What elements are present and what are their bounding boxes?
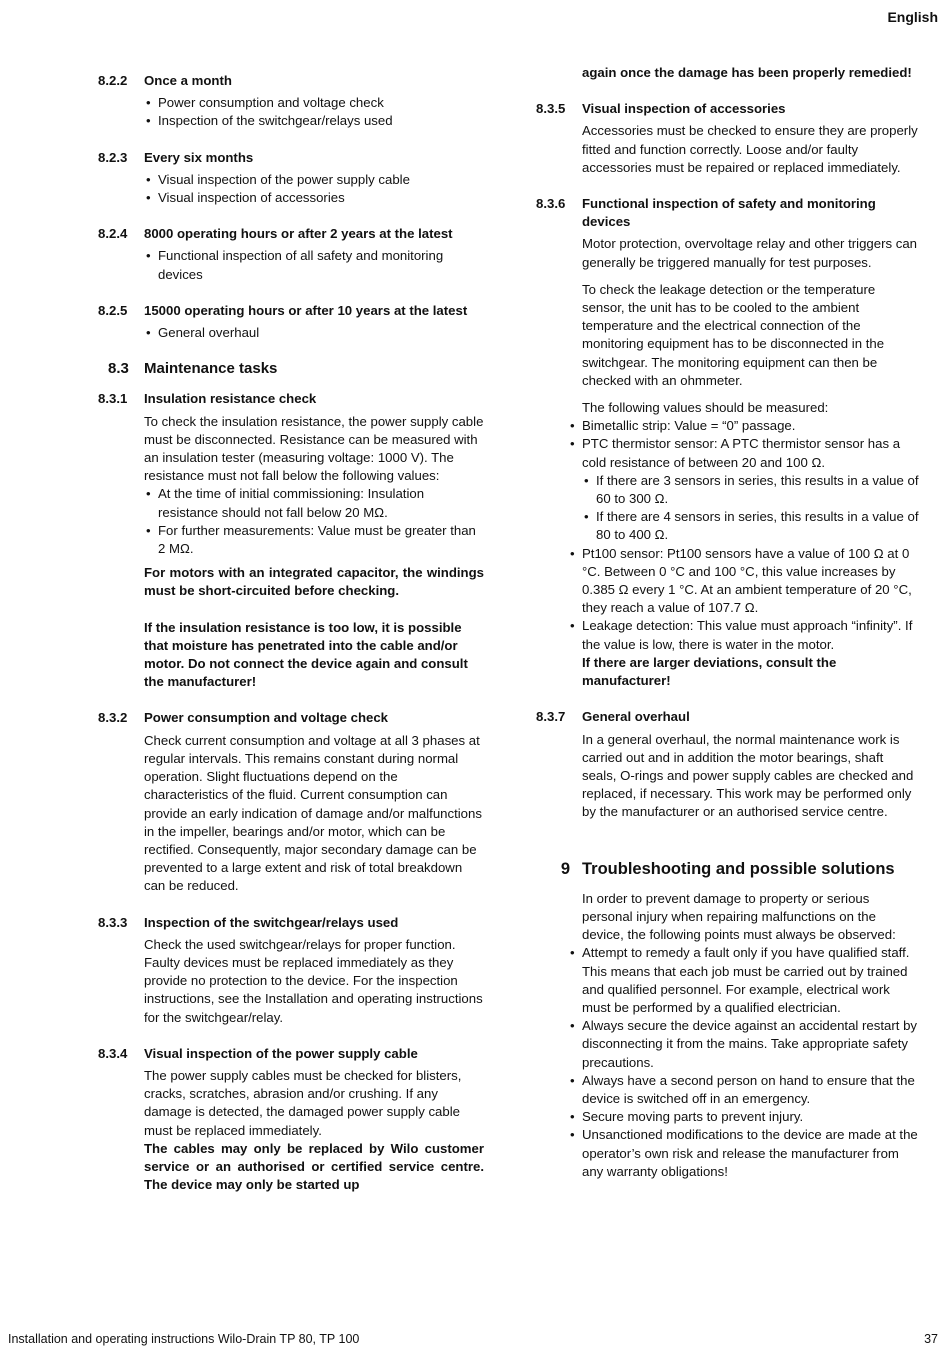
list-item: • Leakage detection: This value must approach “infinity”. If the value is low, there is water in the motor. [568, 617, 920, 653]
list-item [568, 435, 920, 544]
warning-text: If there are larger deviations, consult the manufacturer! [582, 654, 837, 689]
list-item: • Always have a second person on hand to ensure that the device is switched off in an emergency. [568, 1072, 920, 1108]
section-number: 8.3.1 [98, 391, 128, 407]
language-label: English [887, 9, 938, 25]
section-title: 8000 operating hours or after 2 years at the latest [144, 226, 453, 242]
paragraph: In a general overhaul, the normal maintenance work is carried out and in addition the motor bearings, shaft seals, O-rings and power supply cables are checked and replaced, if necessary. This work may be performed only by the manufacturer or an authorised service centre. [582, 731, 914, 820]
section-8-3-5 [536, 100, 920, 177]
section-title: Every six months [144, 149, 254, 165]
section-number: 8.2.4 [98, 226, 128, 242]
section-title: Visual inspection of accessories [582, 101, 786, 117]
warning-text: If the insulation resistance is too low, it is possible that moisture has penetrated into the cable and/or motor. Do not connect the device again and consult the manufacturer! [144, 619, 468, 690]
list-item: • Bimetallic strip: Value = “0” passage. [568, 417, 920, 435]
paragraph: Motor protection, overvoltage relay and other triggers can generally be triggered manually for test purposes. [582, 236, 917, 270]
section-number: 9 [560, 859, 570, 878]
section-number: 8.3.5 [536, 101, 566, 117]
list-item: • At the time of initial commissioning: Insulation resistance should not fall below 20 MΩ. [144, 485, 484, 521]
section-8-3-4 [98, 1045, 484, 1195]
section-number: 8.3.6 [536, 196, 566, 212]
section-8-3-3 [98, 914, 484, 1027]
section-number: 8.3.7 [536, 709, 566, 725]
paragraph: In order to prevent damage to property or serious personal injury when repairing malfunctions on the device, the following points must always be observed: [582, 890, 896, 943]
footer-doc-title: Installation and operating instructions Wilo-Drain TP 80, TP 100 [8, 1332, 360, 1346]
section-title: Insulation resistance check [144, 391, 317, 407]
section-8-2-2 [98, 72, 484, 131]
list-item: • Always secure the device against an accidental restart by disconnecting it from the mains. Take appropriate safety precautions. [568, 1017, 920, 1072]
section-8-3-6 [536, 195, 920, 690]
section-number: 8.2.5 [98, 302, 128, 318]
paragraph: Check the used switchgear/relays for proper function. Faulty devices must be replaced immediately as they provide no protection to the device. For the inspection instructions, see the Installation and operating instructions for the switchgear/relay. [144, 936, 483, 1025]
list-item-text: PTC thermistor sensor: A PTC thermistor sensor has a cold resistance of between 20 and 100 Ω. [582, 436, 901, 470]
paragraph: The power supply cables must be checked for blisters, cracks, scratches, abrasion and/or crushing. If any damage is detected, the damaged power supply cable must be replaced immediately. [144, 1067, 462, 1138]
warning-text: The cables may only be replaced by Wilo customer service or an authorised or certified service centre. The device may only be started up [144, 1140, 484, 1193]
section-8-3-2 [98, 709, 484, 895]
sub-list-item: • If there are 3 sensors in series, this results in a value of 60 to 300 Ω. [582, 472, 920, 508]
section-number: 8.3.2 [98, 710, 128, 726]
list-item: • Visual inspection of accessories [144, 189, 484, 207]
paragraph: To check the insulation resistance, the power supply cable must be disconnected. Resistance can be measured with an insulation tester (measuring voltage: 1000 V). The resistance must not fall below the following values: [144, 413, 484, 484]
section-8-2-5 [98, 302, 484, 342]
list-item: • Inspection of the switchgear/relays used [144, 112, 484, 130]
left-column [98, 72, 484, 1212]
section-title: General overhaul [582, 709, 690, 725]
list-item: • General overhaul [144, 324, 484, 342]
section-8-2-4 [98, 225, 484, 284]
paragraph: Check current consumption and voltage at all 3 phases at regular intervals. This remains constant during normal operation. Slight fluctuations depend on the characteristics of the fluid. Current consumption can provide an early indication of damage and/or malfunctions in the impeller, bearings and/or motor, which can be rectified. Consequently, major secondary damage can be prevented to a large extent and risk of total breakdown can be reduced. [144, 732, 482, 894]
section-8-2-3 [98, 149, 484, 208]
section-number: 8.3.3 [98, 914, 128, 930]
right-column [536, 65, 920, 1199]
paragraph: The following values should be measured: [582, 400, 829, 416]
section-8-3-1 [98, 390, 484, 691]
section-title: 15000 operating hours or after 10 years at the latest [144, 302, 468, 318]
warning-text: For motors with an integrated capacitor, the windings must be short-circuited before checking. [144, 565, 484, 599]
page-number: 37 [924, 1332, 938, 1346]
list-item: • Pt100 sensor: Pt100 sensors have a value of 100 Ω at 0 °C. Between 0 °C and 100 °C, this value increases by 0.385 Ω every 1 °C. At an ambient temperature of 20 °C, they reach a value of 107.7 Ω. [568, 545, 920, 618]
list-item: • Visual inspection of the power supply cable [144, 171, 484, 189]
list-item: • For further measurements: Value must be greater than 2 MΩ. [144, 522, 484, 558]
section-title: Visual inspection of the power supply cable [144, 1045, 418, 1061]
section-number: 8.3 [108, 360, 129, 378]
section-title: Once a month [144, 73, 232, 88]
paragraph: To check the leakage detection or the temperature sensor, the unit has to be cooled to the ambient temperature and the electrical connection of the monitoring equipment has to be disconnected in the switchgear. The monitoring equipment can then be checked with an ohmmeter. [582, 281, 885, 388]
heading-9 [536, 860, 920, 878]
section-number: 8.3.4 [98, 1045, 128, 1061]
section-9 [536, 890, 920, 1181]
section-8-3-7 [536, 708, 920, 821]
section-title: Inspection of the switchgear/relays used [144, 914, 399, 930]
section-number: 8.2.2 [98, 73, 128, 88]
section-title: Troubleshooting and possible solutions [582, 859, 895, 878]
warning-continued: again once the damage has been properly remedied! [582, 65, 912, 80]
section-title: Functional inspection of safety and monitoring devices [582, 196, 876, 230]
section-number: 8.2.3 [98, 149, 128, 165]
list-item: • Attempt to remedy a fault only if you have qualified staff. This means that each job must be carried out by trained and qualified personnel. For example, electrical work must be performed by a qualified electrician. [568, 944, 920, 1017]
section-title: Power consumption and voltage check [144, 710, 389, 726]
section-title: Maintenance tasks [144, 360, 278, 378]
list-item: • Functional inspection of all safety and monitoring devices [144, 247, 484, 283]
list-item: • Secure moving parts to prevent injury. [568, 1108, 920, 1126]
list-item: • Power consumption and voltage check [144, 94, 484, 112]
page-footer [8, 1330, 938, 1348]
paragraph: Accessories must be checked to ensure they are properly fitted and function correctly. Loose and/or faulty accessories must be repaired or replaced immediately. [582, 123, 918, 175]
list-item: • Unsanctioned modifications to the device are made at the operator’s own risk and release the manufacturer from any warranty obligations! [568, 1126, 920, 1181]
sub-list-item: • If there are 4 sensors in series, this results in a value of 80 to 400 Ω. [582, 508, 920, 544]
heading-8-3 [98, 360, 484, 378]
